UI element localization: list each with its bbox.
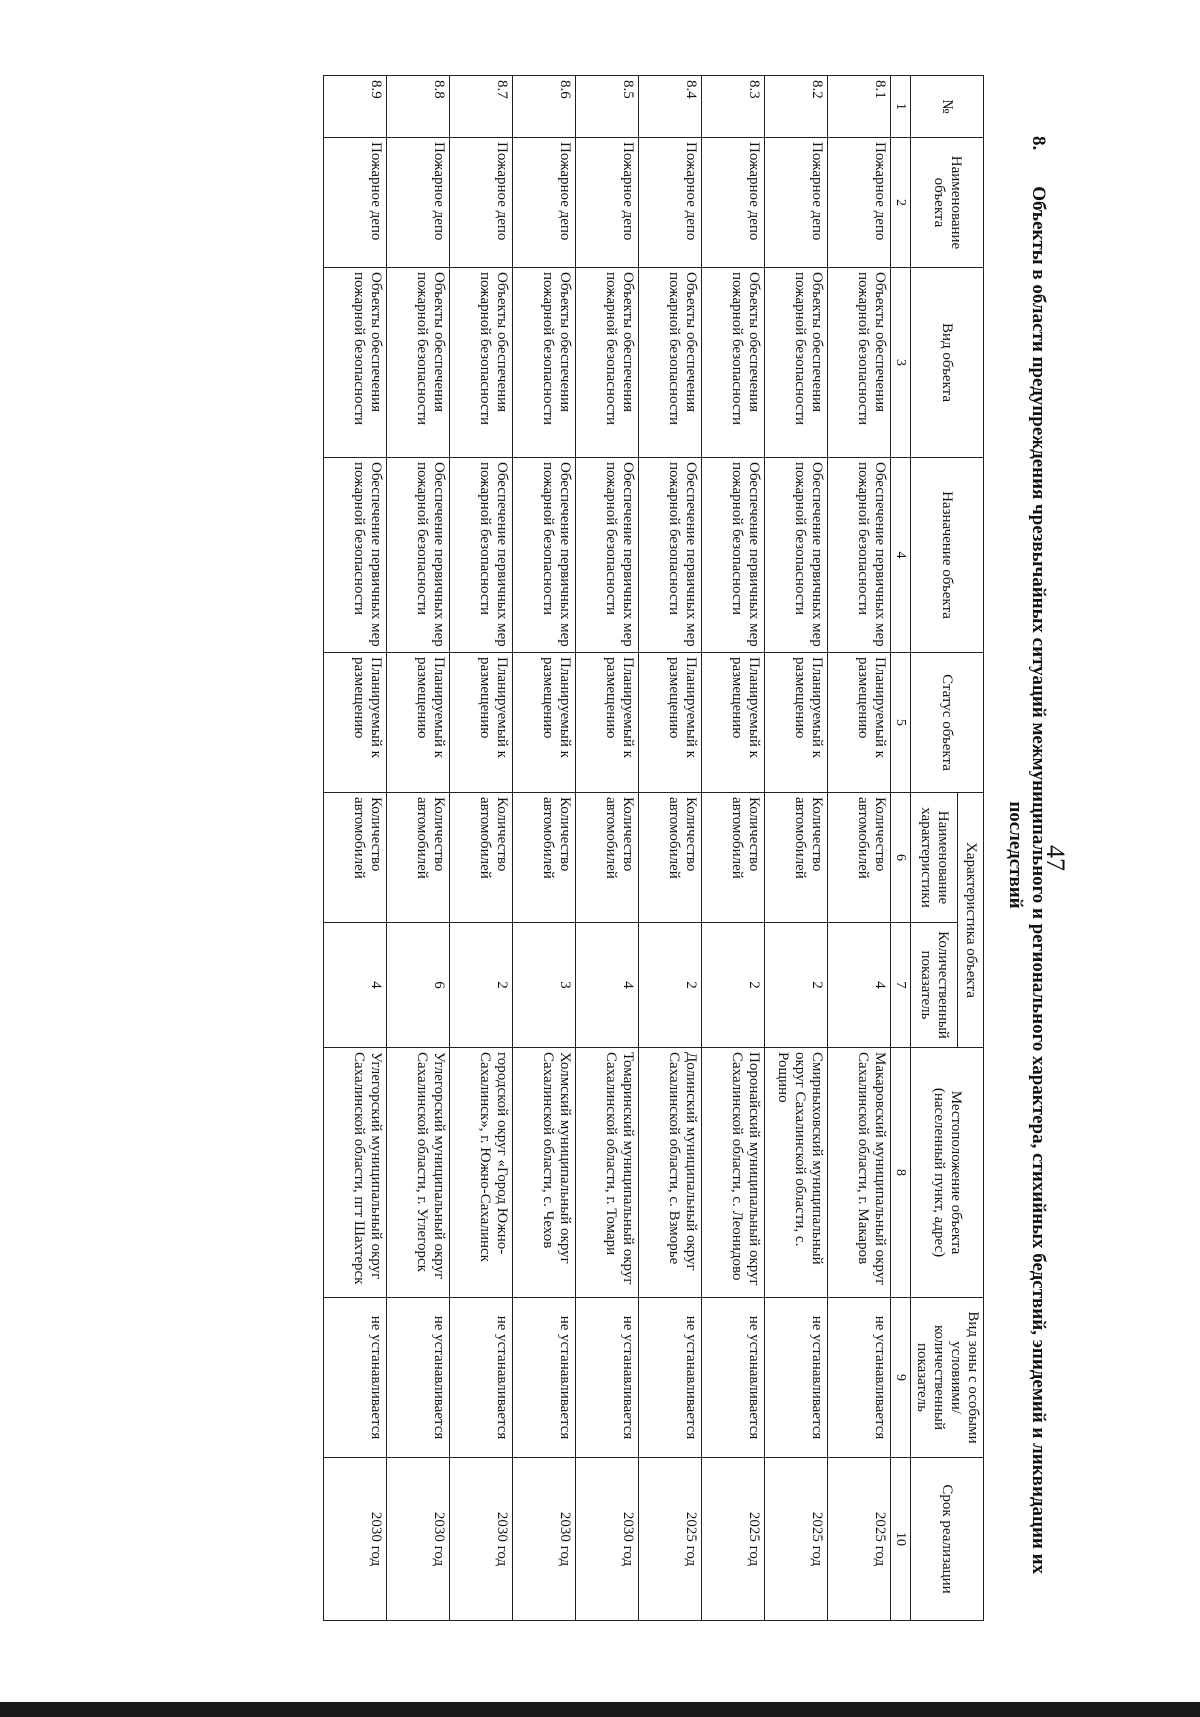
cell-char-name: Количество автомобилей — [513, 793, 576, 923]
header-no: № — [911, 76, 984, 138]
cell-no: 8.2 — [765, 76, 828, 138]
cell-kind: Объекты обеспечения пожарной безопасности — [576, 268, 639, 458]
cell-char-value: 4 — [828, 923, 891, 1048]
column-number: 2 — [891, 138, 911, 268]
cell-location: Томаринский муниципальный округ Сахалинской области, г. Томари — [576, 1048, 639, 1298]
cell-char-value: 3 — [513, 923, 576, 1048]
cell-name: Пожарное депо — [639, 138, 702, 268]
cell-status: Планируемый к размещению — [513, 653, 576, 793]
cell-name: Пожарное депо — [513, 138, 576, 268]
cell-zone: не устанавливается — [639, 1298, 702, 1458]
cell-zone: не устанавливается — [576, 1298, 639, 1458]
column-number: 4 — [891, 458, 911, 653]
header-name: Наименование объекта — [911, 138, 984, 268]
cell-status: Планируемый к размещению — [639, 653, 702, 793]
cell-status: Планируемый к размещению — [576, 653, 639, 793]
cell-char-value: 2 — [639, 923, 702, 1048]
cell-status: Планируемый к размещению — [765, 653, 828, 793]
cell-zone: не устанавливается — [324, 1298, 387, 1458]
column-number: 5 — [891, 653, 911, 793]
cell-zone: не устанавливается — [765, 1298, 828, 1458]
header-characteristic: Характеристика объекта — [957, 793, 983, 1048]
cell-zone: не устанавливается — [828, 1298, 891, 1458]
cell-char-name: Количество автомобилей — [387, 793, 450, 923]
rotated-page-content — [160, 75, 1050, 1635]
cell-term: 2030 год — [387, 1458, 450, 1621]
table-row — [765, 76, 828, 1621]
column-number: 1 — [891, 76, 911, 138]
cell-char-name: Количество автомобилей — [450, 793, 513, 923]
cell-location: городской округ «Город Южно-Сахалинск», г. Южно-Сахалинск — [450, 1048, 513, 1298]
header-char-name: Наименование характеристики — [911, 793, 958, 923]
cell-char-value: 2 — [765, 923, 828, 1048]
cell-no: 8.1 — [828, 76, 891, 138]
cell-no: 8.4 — [639, 76, 702, 138]
cell-char-name: Количество автомобилей — [702, 793, 765, 923]
cell-location: Углегорский муниципальный округ Сахалинской области, пгт Шахтерск — [324, 1048, 387, 1298]
header-zone: Вид зоны с особыми условиями/ количественный показатель — [911, 1298, 984, 1458]
cell-kind: Объекты обеспечения пожарной безопасности — [765, 268, 828, 458]
header-location: Местоположение объекта (населенный пункт, адрес) — [911, 1048, 984, 1298]
cell-char-name: Количество автомобилей — [765, 793, 828, 923]
header-row — [957, 76, 983, 1621]
cell-char-name: Количество автомобилей — [828, 793, 891, 923]
cell-location: Смирныховский муниципальный округ Сахалинской области, с. Рощино — [765, 1048, 828, 1298]
cell-status: Планируемый к размещению — [387, 653, 450, 793]
cell-char-value: 2 — [450, 923, 513, 1048]
cell-name: Пожарное депо — [765, 138, 828, 268]
cell-no: 8.5 — [576, 76, 639, 138]
cell-kind: Объекты обеспечения пожарной безопасности — [324, 268, 387, 458]
cell-kind: Объекты обеспечения пожарной безопасности — [450, 268, 513, 458]
cell-location: Макаровский муниципальный округ Сахалинской области, г. Макаров — [828, 1048, 891, 1298]
cell-char-value: 2 — [702, 923, 765, 1048]
cell-kind: Объекты обеспечения пожарной безопасности — [387, 268, 450, 458]
cell-purpose: Обеспечение первичных мер пожарной безопасности — [450, 458, 513, 653]
cell-term: 2025 год — [639, 1458, 702, 1621]
cell-char-name: Количество автомобилей — [324, 793, 387, 923]
cell-no: 8.6 — [513, 76, 576, 138]
cell-term: 2025 год — [765, 1458, 828, 1621]
header-term: Срок реализации — [911, 1458, 984, 1621]
cell-kind: Объекты обеспечения пожарной безопасности — [513, 268, 576, 458]
cell-purpose: Обеспечение первичных мер пожарной безопасности — [828, 458, 891, 653]
table-row — [828, 76, 891, 1621]
cell-no: 8.3 — [702, 76, 765, 138]
column-number: 10 — [891, 1458, 911, 1621]
cell-name: Пожарное депо — [702, 138, 765, 268]
cell-char-name: Количество автомобилей — [576, 793, 639, 923]
cell-location: Долинский муниципальный округ Сахалинской области, с. Взморье — [639, 1048, 702, 1298]
cell-status: Планируемый к размещению — [702, 653, 765, 793]
scan-edge-band — [0, 1702, 1200, 1717]
column-number: 9 — [891, 1298, 911, 1458]
header-purpose: Назначение объекта — [911, 458, 984, 653]
cell-term: 2030 год — [324, 1458, 387, 1621]
cell-no: 8.9 — [324, 76, 387, 138]
page-number: 47 — [1041, 845, 1070, 871]
table-row — [576, 76, 639, 1621]
header-kind: Вид объекта — [911, 268, 984, 458]
table-row — [702, 76, 765, 1621]
objects-table — [323, 75, 984, 1621]
cell-name: Пожарное депо — [576, 138, 639, 268]
table-row — [513, 76, 576, 1621]
cell-purpose: Обеспечение первичных мер пожарной безопасности — [702, 458, 765, 653]
cell-term: 2030 год — [450, 1458, 513, 1621]
header-char-value: Количественный показатель — [911, 923, 958, 1048]
cell-name: Пожарное депо — [324, 138, 387, 268]
cell-term: 2030 год — [576, 1458, 639, 1621]
section-number: 8. — [1028, 135, 1049, 151]
table-row — [324, 76, 387, 1621]
cell-purpose: Обеспечение первичных мер пожарной безопасности — [576, 458, 639, 653]
cell-term: 2025 год — [828, 1458, 891, 1621]
cell-status: Планируемый к размещению — [324, 653, 387, 793]
cell-zone: не устанавливается — [387, 1298, 450, 1458]
header-status: Статус объекта — [911, 653, 984, 793]
cell-name: Пожарное депо — [387, 138, 450, 268]
table-row — [639, 76, 702, 1621]
cell-purpose: Обеспечение первичных мер пожарной безопасности — [639, 458, 702, 653]
cell-zone: не устанавливается — [450, 1298, 513, 1458]
column-number: 7 — [891, 923, 911, 1048]
cell-purpose: Обеспечение первичных мер пожарной безопасности — [324, 458, 387, 653]
cell-zone: не устанавливается — [702, 1298, 765, 1458]
cell-char-value: 4 — [576, 923, 639, 1048]
cell-no: 8.7 — [450, 76, 513, 138]
cell-char-name: Количество автомобилей — [639, 793, 702, 923]
column-number: 8 — [891, 1048, 911, 1298]
cell-no: 8.8 — [387, 76, 450, 138]
cell-term: 2030 год — [513, 1458, 576, 1621]
section-title-text: Объекты в области предупреждения чрезвычайных ситуаций межмуниципального и регионального характера, стихийных бедствий, эпидемий и ликвидации их последствий — [1005, 186, 1049, 1575]
column-number: 6 — [891, 793, 911, 923]
table-row — [387, 76, 450, 1621]
cell-kind: Объекты обеспечения пожарной безопасности — [639, 268, 702, 458]
table-row — [450, 76, 513, 1621]
cell-kind: Объекты обеспечения пожарной безопасности — [702, 268, 765, 458]
cell-char-value: 6 — [387, 923, 450, 1048]
cell-zone: не устанавливается — [513, 1298, 576, 1458]
cell-name: Пожарное депо — [450, 138, 513, 268]
cell-purpose: Обеспечение первичных мер пожарной безопасности — [513, 458, 576, 653]
cell-purpose: Обеспечение первичных мер пожарной безопасности — [765, 458, 828, 653]
cell-location: Холмский муниципальный округ Сахалинской области, с. Чехов — [513, 1048, 576, 1298]
column-number: 3 — [891, 268, 911, 458]
cell-purpose: Обеспечение первичных мер пожарной безопасности — [387, 458, 450, 653]
cell-name: Пожарное депо — [828, 138, 891, 268]
cell-char-value: 4 — [324, 923, 387, 1048]
cell-status: Планируемый к размещению — [828, 653, 891, 793]
section-title — [1004, 75, 1050, 1635]
cell-kind: Объекты обеспечения пожарной безопасности — [828, 268, 891, 458]
cell-status: Планируемый к размещению — [450, 653, 513, 793]
cell-location: Поронайский муниципальный округ Сахалинской области, с. Леонидово — [702, 1048, 765, 1298]
column-numbers-row — [891, 76, 911, 1621]
cell-location: Углегорский муниципальный округ Сахалинской области, г. Углегорск — [387, 1048, 450, 1298]
cell-term: 2025 год — [702, 1458, 765, 1621]
